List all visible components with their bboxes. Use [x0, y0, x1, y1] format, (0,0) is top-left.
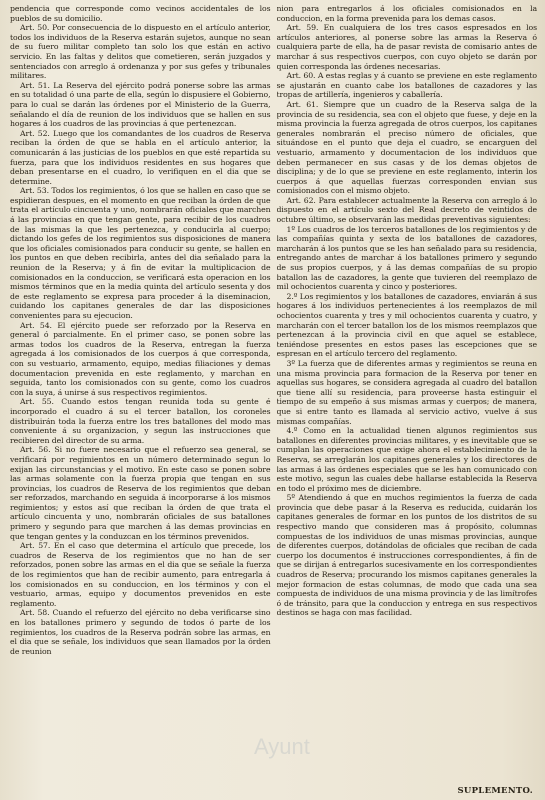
article-53: Art. 53. Todos los regimientos, ó los que se hallen en caso que se espidieran despues, en el momento en que reciban la órden de que trata el artículo cincuenta y uno, nombrarán oficiales que marchen á las provincias en que tengan gente, para recibir de los cuadros de las mismas la que les pertenezca, y conducirla al cuerpo; dictando los gefes de los regimientos sus disposiciones de manera que los oficiales comisionados para conducir su gente, se hallen en los puntos en que deben recibirla, antes del dia señalado para la reunion de la Reserva; y á fin de evitar la multiplicacion de comisionados en la conduccion, se verificará esta operacion en los mismos términos que en la media quinta del artículo sesenta y dos de este reglamento se expresa para proceder á la diseminacion, cuidando los capitanes generales de dar las disposiciones convenientes para su ejecucion. [10, 186, 271, 320]
article-57: Art. 57. En el caso que determina el artículo que precede, los cuadros de Reserva de los regimientos que no han de ser reforzados, ponen sobre las armas en el dia que se señale la fuerza de los regimientos que han de recibir aumento, para entregarla á los comisionados en su conduccion, en los términos y con el vestuario, armas, equipo y documentos prevenidos en este reglamento. [10, 541, 271, 608]
article-54: Art. 54. El ejército puede ser reforzado por la Reserva en general ó parcialmente. En el primer caso, se ponen sobre las armas todos los cuadros de la Reserva, entregan la fuerza agregada á los comisionados de los cuerpos á que corresponda, con su vestuario, armamento, equipo, medias filiaciones y demas documentacion prevenida en este reglamento, y marchan en seguida, tanto los comisionados con su gente, como los cuadros con la suya, á unirse á sus respectivos regimientos. [10, 320, 271, 397]
catchword: SUPLEMENTO. [457, 786, 533, 796]
article-50: Art. 50. Por consecuencia de lo dispuesto en el artículo anterior, todos los individuos de la Reserva estarán sujetos, aunque no sean de su fuero militar completo tan solo los que están en activo servicio. En las faltas y delitos que cometieren, serán juzgados y sentenciados con arreglo á ordenanza y por sus gefes y tribunales militares. [10, 23, 271, 81]
article-51: Art. 51. La Reserva del ejército podrá ponerse sobre las armas en su totalidad ó una parte de ella, según lo dispusiere el Gobierno, para lo cual se darán las órdenes por el Ministerio de la Guerra, señalando el día de reunion de los individuos que se hallen en sus hogares á los cuadros de las provincias á que pertenezcan. [10, 80, 271, 129]
article-58: Art. 58. Cuando el refuerzo del ejército no deba verificarse sino en los batallones primero y segundo de todos ó parte de los regimientos, los cuadros de la Reserva podrán sobre las armas, en el dia que se señale, los individuos que sean llamados por la órden de reunion [10, 608, 271, 656]
measure-2: 2.º Los regimientos y los batallones de cazadores, enviarán á sus hogares á los individuos pertenecientes á los reemplazos de mil ochocientos cuarenta y tres y mil ochocientos cuarenta y cuatro, y marcharán con el tercer batallon los de los mismos reemplazos que pertenezcan á la provincia civil en que aquel se establece, teniéndose presentes en estos pases las escepciones que se espresan en el artículo tercero del reglamento. [276, 291, 537, 359]
article-62: Art. 62. Para establecer actualmente la Reserva con arreglo á lo dispuesto en el artículo sexto del Real decreto de veintidos de octubre último, se observarán las medidas preventivas siguientes: [276, 195, 537, 225]
article-56: Art. 56. Si no fuere necesario que el refuerzo sea general, se verificará por regimientos en un número determinado segun lo exijan las circunstancias y el motivo. En este caso se ponen sobre las armas solamente con la fuerza propia que tengan en sus provincias, los cuadros de Reserva de los regimientos que deban ser reforzados, marchando en seguida á incorporarse á los mismos regimientos; y estos así que reciban la órden de que trata el artículo cincuenta y uno, nombrarán oficiales de sus batallones primero y segundo para que marchen á las demas provincias en que tengan gentes y la conduzcan en los términos prevenidos. [10, 445, 271, 541]
article-60: Art. 60. A estas reglas y á cuanto se previene en este reglamento se ajustarán en cuanto cabe los batallones de cazadores y las tropas de artillería, ingenieros y caballería. [276, 71, 537, 100]
article-55: Art. 55. Cuando estos tengan reunida toda su gente é incorporado el cuadro á su el tercer batallon, los coroneles distribuirán toda la fuerza entre los tres batallones del modo mas conveniente á su organizacion, y segun las instrucciones que recibieren del director de su arma. [10, 397, 271, 445]
measure-4: 4.º Como en la actualidad tienen algunos regimientos sus batallones en diferentes provincias militares, y es inevitable que se cumplan las operaciones que exige ahora el establecimiento de la Reserva, se arreglarán los capitanes generales y los directores de las armas á las órdenes especiales que se les han comunicado con este motivo, segun las cuales debe hallarse establecida la Reserva en todo el próximo mes de diciembre. [276, 426, 537, 493]
paragraph: nion para entregarlos á los oficiales comisionados en la conduccion, en la forma prevenida para los demas casos. [276, 4, 537, 23]
measure-3: 3º La fuerza que de diferentes armas y regimientos se reuna en una misma provincia para formacion de la Reserva por tener en aquellas sus hogares, se considera agregada al cuadro del batallon que tiene allí su residencia, para proveerse hasta estinguir el tiempo de su empeño á sus mismas armas y cuerpos; de manera, que si entre tanto es llamada al servicio activo, vuelve á sus mismas compañías. [276, 358, 537, 426]
text-columns [10, 4, 537, 790]
right-column [277, 4, 538, 790]
watermark-text: Ayunt [254, 734, 310, 759]
measure-5: 5º Atendiendo á que en muchos regimientos la fuerza de cada provincia que debe pasar á la Reserva es reducida, cuidarán los capitanes generales de formar en los puntos de los distritos de su respectivo mando que consideren mas á propósito, columnas compuestas de los individuos de unas mismas provincias, aunque de diferentes cuerpos, dotándolas de oficiales que reciban de cada cuerpo los documentos é instrucciones correspondientes, á fin de que se dirijan á entregarlos sucesivamente en los correspondientes cuadros de Reserva; procurando los mismos capitanes generales la mejor formacion de estas columnas, de modo que cada una sea compuesta de individuos de una misma provincia y de las limítrofes ó de tránsito, para que la conduccion y entrega en sus respectivos destinos se haga con mas facilidad. [276, 493, 537, 618]
article-61: Art. 61. Siempre que un cuadro de la Reserva salga de la provincia de su residencia, sea con el objeto que fuese, y deje en la misma provincia la fuerza agregada de otros cuerpos, los capitanes generales nombrarán el preciso número de oficiales, que situándose en el punto que deja el cuadro, se encarguen del vestuario, armamento y documentacion de los individuos que deben permanecer en sus casas y de los demas objetos de disciplina; y de lo que se previene en este reglamento, interin los cuerpos á que aquellas fuerzas corresponden envian sus comisionados con el mismo objeto. [276, 99, 537, 196]
article-52: Art. 52. Luego que los comandantes de los cuadros de Reserva reciban la órden de que se habla en el artículo anterior, la comunicarán á las justicias de los pueblos en que esté repartida su fuerza, para que los individuos residentes en sus hogares que deban presentarse en el cuadro, lo verifiquen en el dia que se determine. [10, 128, 271, 186]
left-column [10, 4, 271, 790]
article-59: Art. 59. En cualquiera de los tres casos espresados en los artículos anteriores, al ponerse sobre las armas la Reserva ó cualquiera parte de ella, ha de pasar revista de comisario antes de marchar á sus respectivos cuerpos, con cuyo objeto se darán por quien corresponda las órdenes necesarias. [276, 23, 537, 71]
paragraph: pendencia que corresponde como vecinos accidentales de los pueblos de su domicilio. [10, 4, 271, 23]
measure-1: 1º Los cuadros de los terceros batallones de los regimientos y de las compañías quinta y sexta de los batallones de cazadores, marcharán á los puntos que se les han señalado para su residencia, entregando antes de marchar á los batallones primero y segundo de sus propios cuerpos, y á las demas compañías de su propio batallon las de cazadores, la gente que tuvieren del reemplazo de mil ochocientos cuarenta y cinco y posteriores. [276, 224, 537, 292]
